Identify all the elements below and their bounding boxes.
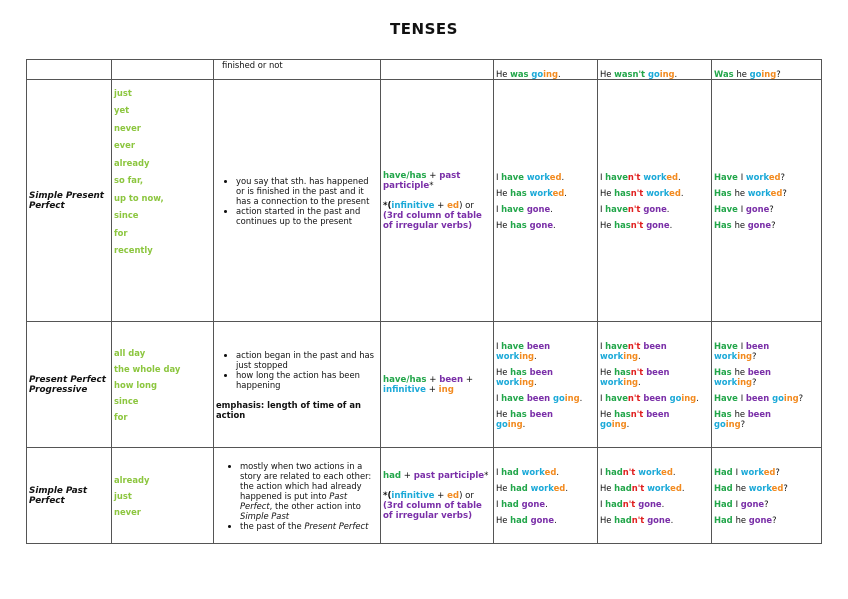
example-sentence: Had I worked? <box>714 466 780 477</box>
example-sentence: He hadn't gone. <box>600 514 674 525</box>
form-cell <box>381 80 494 322</box>
form-cell <box>381 60 494 80</box>
signal-word: all day <box>114 347 146 358</box>
signal-word: the whole day <box>114 363 181 374</box>
signal-word: since <box>114 395 139 406</box>
signal-word: for <box>114 411 128 422</box>
example-sentence: He has gone. <box>496 219 556 230</box>
signal-word: already <box>114 157 150 168</box>
signal-word: recently <box>114 245 153 255</box>
table-row <box>27 322 822 448</box>
signal-word: up to now, <box>114 192 164 203</box>
example-sentence: He has been going. <box>496 408 553 429</box>
question-cell <box>712 448 822 544</box>
example-sentence: Has he gone? <box>714 219 776 230</box>
positive-cell <box>494 60 598 80</box>
example-sentence: I haven't been working. <box>600 340 667 361</box>
example-sentence: He has worked. <box>496 187 567 198</box>
use-item: • how long the action has been happening <box>236 370 378 390</box>
example-sentence: He had worked. <box>496 482 568 493</box>
signal-word: yet <box>114 105 130 115</box>
form-formula: have/has + been + infinitive + ing <box>383 374 474 395</box>
negative-cell <box>598 80 712 322</box>
signal-word: already <box>114 474 150 485</box>
example-sentence: He wasn't going. <box>600 69 678 79</box>
signal-words-cell <box>112 60 214 80</box>
tense-name: Simple Present Perfect <box>27 80 112 322</box>
example-sentence: Have I worked? <box>714 171 785 182</box>
use-item: • action began in the past and has just stopped <box>236 350 378 370</box>
form-note: *(infinitive + ed) or (3rd column of table of irregular verbs) <box>383 490 482 521</box>
form-formula: have/has + past participle* <box>383 170 461 191</box>
tense-name-cell <box>27 60 112 80</box>
example-sentence: Have I been working? <box>714 340 770 361</box>
example-sentence: Had he gone? <box>714 514 777 525</box>
negative-cell <box>598 322 712 448</box>
form-cell <box>381 448 494 544</box>
form-cell <box>381 322 494 448</box>
signal-word: so far, <box>114 175 144 185</box>
use-item: • mostly when two actions in a story are related to each other: the action which had already happened is put into Past Perfect, the other action into Simple Past <box>240 461 378 521</box>
example-sentence: Had he worked? <box>714 482 788 493</box>
example-sentence: Was he going? <box>714 69 781 79</box>
use-text: finished or not <box>222 60 283 70</box>
negative-cell <box>598 60 712 80</box>
signal-word: how long <box>114 379 157 390</box>
signal-word: for <box>114 227 128 238</box>
example-sentence: I haven't been going. <box>600 392 699 403</box>
question-cell <box>712 322 822 448</box>
example-sentence: I have been going. <box>496 392 583 403</box>
example-sentence: Has he worked? <box>714 187 787 198</box>
example-sentence: Has he been working? <box>714 366 772 387</box>
example-sentence: Had I gone? <box>714 498 769 509</box>
signal-word: never <box>114 122 141 133</box>
signal-words <box>112 448 214 544</box>
example-sentence: I haven't worked. <box>600 171 681 182</box>
example-sentence: I had worked. <box>496 466 559 477</box>
example-sentence: I hadn't gone. <box>600 498 665 509</box>
example-sentence: I had gone. <box>496 498 548 509</box>
example-sentence: Have I gone? <box>714 203 774 214</box>
form-note: *(infinitive + ed) or (3rd column of table of irregular verbs) <box>383 200 482 231</box>
example-sentence: I hadn't worked. <box>600 466 676 477</box>
table-row <box>27 448 822 544</box>
use-item: • the past of the Present Perfect <box>240 521 378 531</box>
signal-word: since <box>114 210 139 220</box>
question-cell <box>712 60 822 80</box>
example-sentence: I have gone. <box>496 203 553 214</box>
example-sentence: He hasn't been working. <box>600 366 670 387</box>
example-sentence: He has been working. <box>496 366 553 387</box>
emphasis-note: emphasis: length of time of an action <box>216 399 361 420</box>
signal-word: just <box>114 87 132 98</box>
use-cell <box>214 448 381 544</box>
use-item: • you say that sth. has happened or is finished in the past and it has a connection to the present <box>236 176 378 206</box>
signal-word: just <box>114 490 132 501</box>
signal-word: ever <box>114 140 135 150</box>
example-sentence: He hasn't been going. <box>600 408 670 429</box>
use-cell <box>214 60 381 80</box>
example-sentence: He hadn't worked. <box>600 482 685 493</box>
use-cell <box>214 80 381 322</box>
negative-cell <box>598 448 712 544</box>
positive-cell <box>494 448 598 544</box>
example-sentence: Has he been going? <box>714 408 772 429</box>
example-sentence: Have I been going? <box>714 392 804 403</box>
table-row <box>27 80 822 322</box>
positive-cell <box>494 80 598 322</box>
use-item: • action started in the past and continues up to the present <box>236 206 378 226</box>
example-sentence: I have been working. <box>496 340 551 361</box>
example-sentence: I haven't gone. <box>600 203 670 214</box>
positive-cell <box>494 322 598 448</box>
example-sentence: He hasn't gone. <box>600 219 673 230</box>
use-cell <box>214 322 381 448</box>
table-row <box>27 60 822 80</box>
tenses-table <box>26 59 822 544</box>
tense-name: Present Perfect Progressive <box>27 322 112 448</box>
form-formula: had + past participle* <box>383 470 489 481</box>
example-sentence: He hasn't worked. <box>600 187 684 198</box>
question-cell <box>712 80 822 322</box>
signal-word: never <box>114 506 141 517</box>
tense-name: Simple Past Perfect <box>27 448 112 544</box>
page-title: TENSES <box>390 20 458 38</box>
example-sentence: He was going. <box>496 69 561 79</box>
signal-words <box>112 322 214 448</box>
signal-words <box>112 80 214 322</box>
example-sentence: He had gone. <box>496 514 557 525</box>
example-sentence: I have worked. <box>496 171 565 182</box>
